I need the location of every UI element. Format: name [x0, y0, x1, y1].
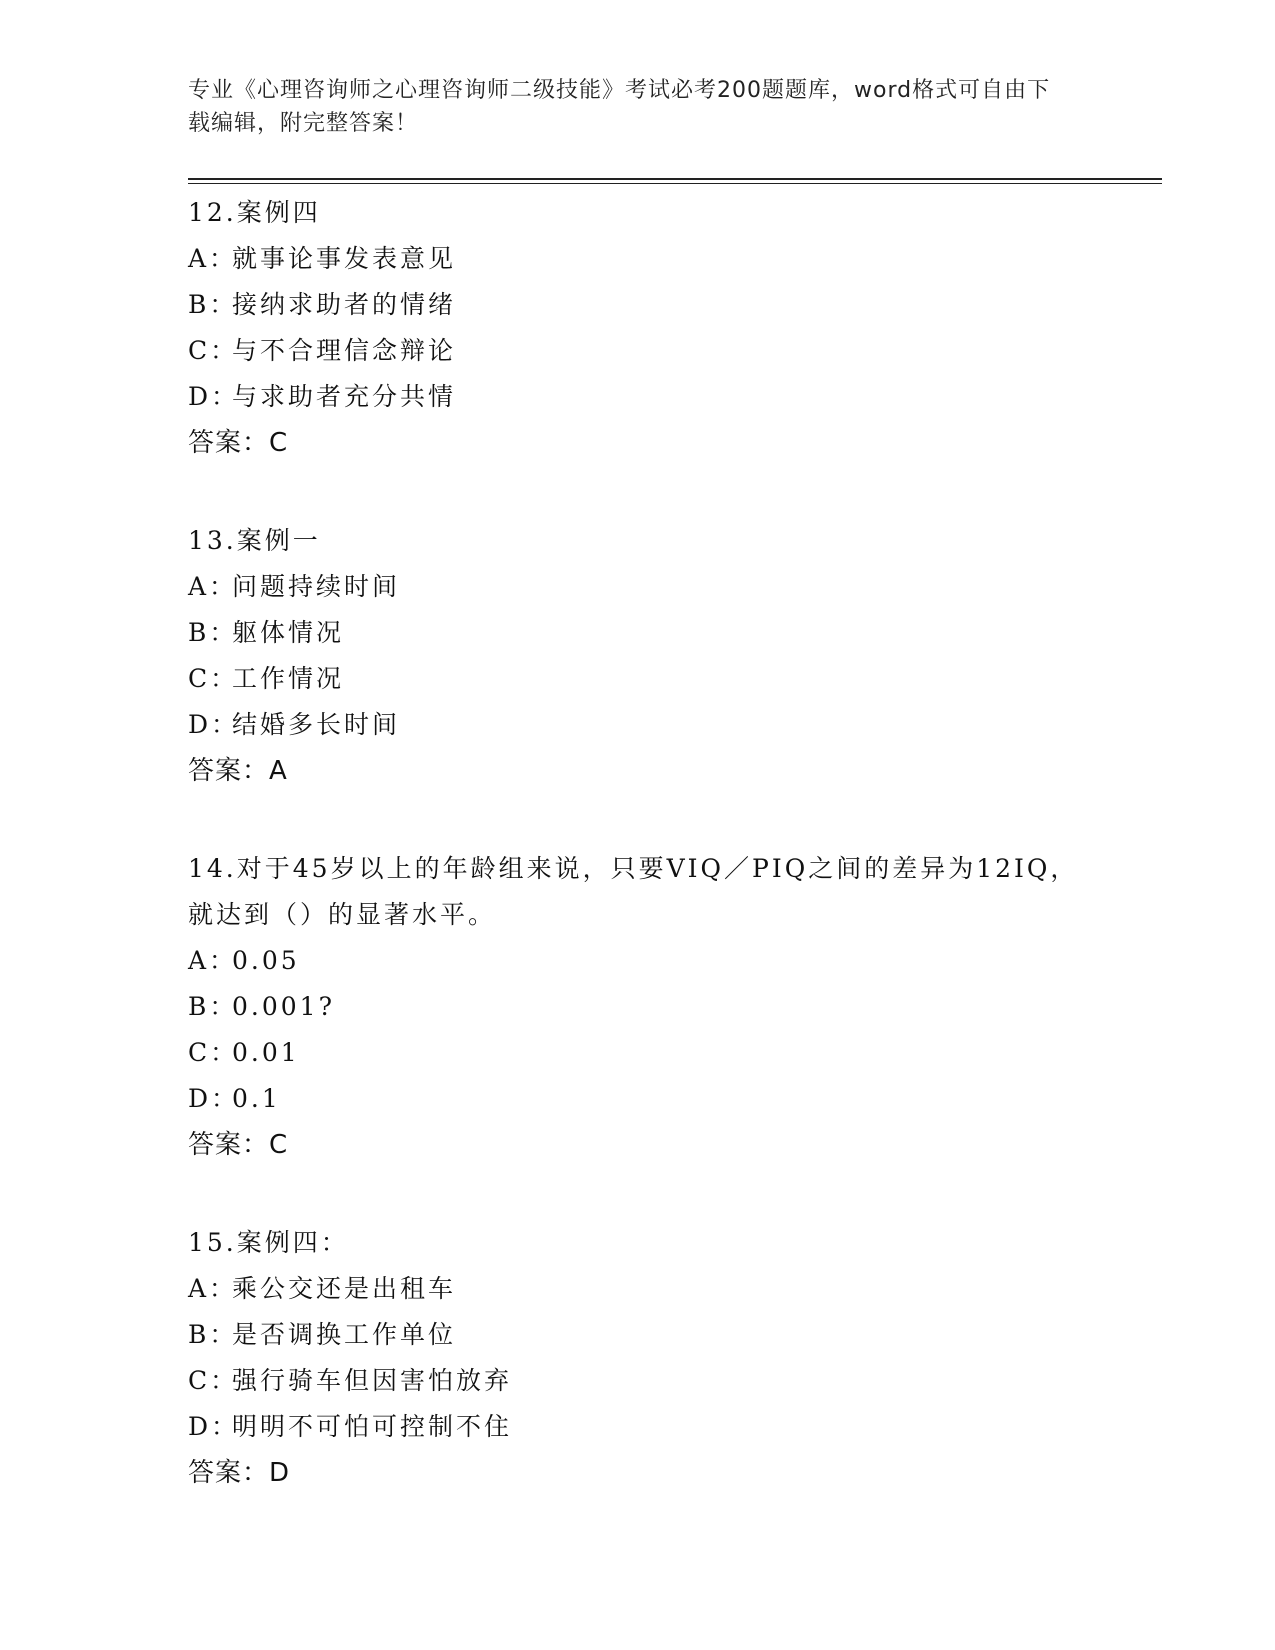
option-letter: A： [188, 1274, 238, 1303]
option-a [188, 236, 1088, 282]
option-c [188, 1030, 1088, 1076]
option-b [188, 610, 1088, 656]
option-letter: B： [188, 992, 238, 1021]
answer-label: 答案： [188, 756, 270, 786]
option-letter: D： [188, 1084, 240, 1113]
option-text: 明明不可怕可控制不住 [232, 1412, 513, 1441]
header-divider-thin [188, 183, 1162, 184]
question-stem: 12.案例四 [188, 198, 321, 227]
option-letter: A： [188, 946, 238, 975]
option-a [188, 1266, 1088, 1312]
header-intro-text: 专业《心理咨询师之心理咨询师二级技能》考试必考200题题库，word格式可自由下载编辑，附完整答案！ [188, 78, 1051, 136]
answer-line [188, 420, 1088, 466]
option-text: 是否调换工作单位 [232, 1320, 457, 1349]
document-header [188, 74, 1068, 140]
option-letter: A： [188, 572, 238, 601]
option-text: 乘公交还是出租车 [232, 1274, 457, 1303]
option-text: 躯体情况 [232, 618, 345, 647]
question-block [188, 1220, 1088, 1496]
option-text: 强行骑车但因害怕放弃 [232, 1366, 513, 1395]
header-divider-thick [188, 178, 1162, 180]
option-b [188, 282, 1088, 328]
answer-line [188, 1450, 1088, 1496]
answer-value: C [269, 1130, 289, 1160]
option-letter: C： [188, 664, 239, 693]
answer-line [188, 1122, 1088, 1168]
option-letter: D： [188, 1412, 240, 1441]
option-letter: B： [188, 290, 238, 319]
answer-label: 答案： [188, 1458, 270, 1488]
option-text: 0.1 [232, 1084, 281, 1113]
option-letter: C： [188, 1038, 239, 1067]
option-text: 工作情况 [232, 664, 345, 693]
answer-label: 答案： [188, 428, 270, 458]
option-text: 0.001? [232, 992, 335, 1021]
option-letter: B： [188, 618, 238, 647]
option-d [188, 702, 1088, 748]
question-block [188, 190, 1088, 466]
option-letter: B： [188, 1320, 238, 1349]
option-c [188, 1358, 1088, 1404]
option-b [188, 984, 1088, 1030]
option-text: 接纳求助者的情绪 [232, 290, 457, 319]
question-stem: 15.案例四： [188, 1228, 349, 1257]
answer-value: D [269, 1458, 291, 1488]
answer-label: 答案： [188, 1130, 270, 1160]
option-text: 问题持续时间 [232, 572, 401, 601]
option-letter: C： [188, 1366, 239, 1395]
question-block [188, 518, 1088, 794]
option-letter: D： [188, 710, 240, 739]
option-text: 就事论事发表意见 [232, 244, 457, 273]
option-c [188, 328, 1088, 374]
option-b [188, 1312, 1088, 1358]
option-letter: A： [188, 244, 238, 273]
option-a [188, 938, 1088, 984]
answer-line [188, 748, 1088, 794]
option-d [188, 374, 1088, 420]
option-text: 与不合理信念辩论 [232, 336, 457, 365]
option-text: 与求助者充分共情 [232, 382, 457, 411]
option-d [188, 1076, 1088, 1122]
option-text: 0.05 [232, 946, 300, 975]
option-a [188, 564, 1088, 610]
question-block [188, 846, 1088, 1168]
option-d [188, 1404, 1088, 1450]
option-text: 结婚多长时间 [232, 710, 401, 739]
option-letter: C： [188, 336, 239, 365]
question-list [188, 190, 1088, 1548]
option-letter: D： [188, 382, 240, 411]
answer-value: C [269, 428, 289, 458]
answer-value: A [269, 756, 288, 786]
question-stem: 13.案例一 [188, 526, 321, 555]
option-c [188, 656, 1088, 702]
question-stem: 14.对于45岁以上的年龄组来说，只要VIQ／PIQ之间的差异为12IQ，就达到（）的显著水平。 [188, 854, 1079, 929]
option-text: 0.01 [232, 1038, 300, 1067]
